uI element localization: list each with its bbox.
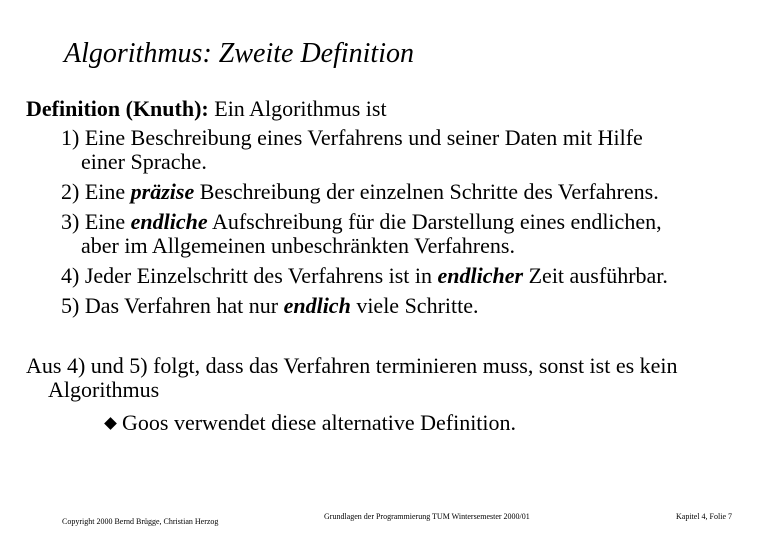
item-3-emphasis: endliche (130, 209, 208, 234)
footer-course: Grundlagen der Programmierung TUM Wintersemester 2000/01 (324, 512, 530, 521)
sub-point-text: Goos verwendet diese alternative Definition. (122, 410, 517, 435)
list-item (61, 180, 761, 204)
conclusion-line-2: Algorithmus (48, 377, 160, 402)
item-3-post: Aufschreibung für die Darstellung eines endlichen, (207, 209, 662, 234)
item-1-line-1: 1) Eine Beschreibung eines Verfahrens und seiner Daten mit Hilfe (61, 125, 643, 150)
item-1-line-2: einer Sprache. (81, 149, 207, 174)
item-5-emphasis: endlich (283, 293, 351, 318)
item-5-post: viele Schritte. (350, 293, 479, 318)
item-4-post: Zeit ausführbar. (523, 263, 668, 288)
conclusion-line-1: Aus 4) und 5) folgt, dass das Verfahren terminieren muss, sonst ist es kein (26, 353, 678, 378)
diamond-bullet-icon (104, 418, 117, 431)
item-2-post: Beschreibung der einzelnen Schritte des Verfahrens. (194, 179, 659, 204)
item-5-pre: 5) Das Verfahren hat nur (61, 293, 284, 318)
item-4-emphasis: endlicher (437, 263, 524, 288)
list-item (61, 126, 761, 174)
list-item (61, 294, 761, 318)
item-3-line-2: aber im Allgemeinen unbeschränkten Verfahrens. (81, 233, 515, 258)
definition-heading (26, 96, 387, 122)
footer-slide-number: Kapitel 4, Folie 7 (676, 512, 732, 521)
list-item (61, 264, 761, 288)
item-4-pre: 4) Jeder Einzelschritt des Verfahrens ist in (61, 263, 438, 288)
footer-copyright: Copyright 2000 Bernd Brügge, Christian Herzog (62, 517, 219, 526)
item-2-pre: 2) Eine (61, 179, 131, 204)
definition-label: Definition (Knuth): (26, 96, 209, 121)
conclusion-text (26, 354, 756, 402)
definition-text: Ein Algorithmus ist (208, 96, 387, 121)
list-item (61, 210, 761, 258)
item-3-pre: 3) Eine (61, 209, 131, 234)
item-2-emphasis: präzise (130, 179, 195, 204)
sub-point (100, 410, 516, 436)
definition-list (61, 126, 761, 324)
slide-title: Algorithmus: Zweite Definition (64, 38, 414, 69)
